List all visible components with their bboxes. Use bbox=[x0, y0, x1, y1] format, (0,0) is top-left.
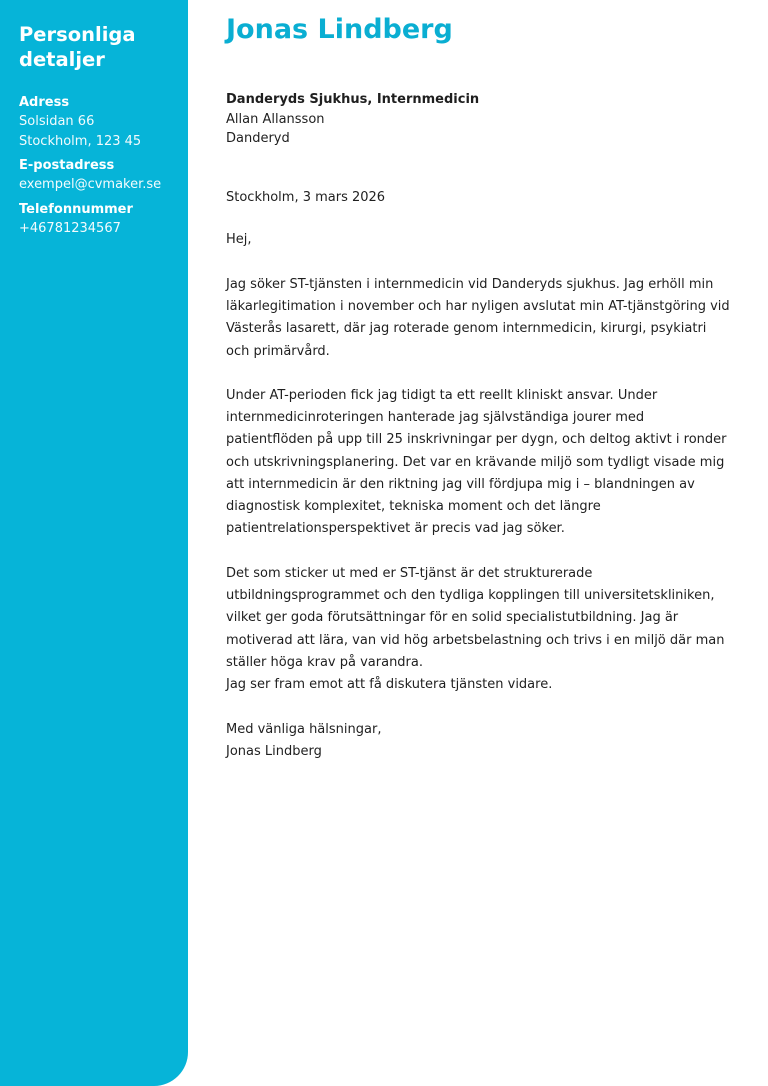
letter-date: Stockholm, 3 mars 2026 bbox=[226, 190, 386, 205]
address-line-2: Stockholm, 123 45 bbox=[19, 133, 142, 149]
phone-label: Telefonnummer bbox=[19, 201, 133, 217]
recipient-organization: Danderyds Sjukhus, Internmedicin bbox=[226, 92, 480, 107]
email-section bbox=[19, 157, 176, 195]
phone-value: +46781234567 bbox=[19, 220, 121, 236]
email-value: exempel@cvmaker.se bbox=[19, 177, 162, 192]
closing-block bbox=[226, 719, 381, 763]
signature: Jonas Lindberg bbox=[226, 744, 322, 760]
greeting: Hej, bbox=[226, 232, 252, 247]
sender-name: Jonas Lindberg bbox=[226, 14, 453, 45]
paragraph-1: Jag söker ST-tjänsten i internmedicin vid Danderyds sjukhus. Jag erhöll min läkarlegitimation i november och har nyligen avslutat min AT-tjänstgöring vid Västerås lasarett, där jag roterade genom internmedicin, kirurgi, psykiatri och primärvård. bbox=[226, 277, 730, 359]
address-label: Adress bbox=[19, 95, 70, 110]
address-section bbox=[19, 94, 176, 151]
address-line-1: Solsidan 66 bbox=[19, 114, 95, 129]
personal-details-sidebar bbox=[0, 0, 188, 1086]
paragraph-2: Under AT-perioden fick jag tidigt ta ett reellt kliniskt ansvar. Under internmedicinroteringen hanterade jag självständiga jourer med patientflöden på upp till 25 inskrivningar per dygn, och deltog aktivt i ronder och utskrivningsplanering. Det var en krävande miljö som tydligt visade mig att internmedicin är den riktning jag vill fördjupa mig i – blandningen av diagnostisk komplexitet, tekniska moment och det längre patientrelationsperspektivet är precis vad jag söker. bbox=[226, 388, 727, 537]
recipient-city: Danderyd bbox=[226, 131, 290, 146]
email-label: E-postadress bbox=[19, 158, 115, 173]
paragraph-4: Jag ser fram emot att få diskutera tjänsten vidare. bbox=[226, 677, 553, 692]
sidebar-title: Personliga detaljer bbox=[19, 23, 136, 71]
paragraph-3: Det som sticker ut med er ST-tjänst är det strukturerade utbildningsprogrammet och den tydliga kopplingen till universitetskliniken, vilket ger goda förutsättningar för en solid specialistutbildning. Jag är motiverad att lära, van vid hög arbetsbelastning och trivs i en miljö där man ställer höga krav på varandra. bbox=[226, 566, 725, 670]
closing-phrase: Med vänliga hälsningar, bbox=[226, 722, 382, 737]
recipient-name: Allan Allansson bbox=[226, 111, 325, 127]
phone-section bbox=[19, 201, 176, 239]
recipient-block bbox=[226, 90, 479, 149]
